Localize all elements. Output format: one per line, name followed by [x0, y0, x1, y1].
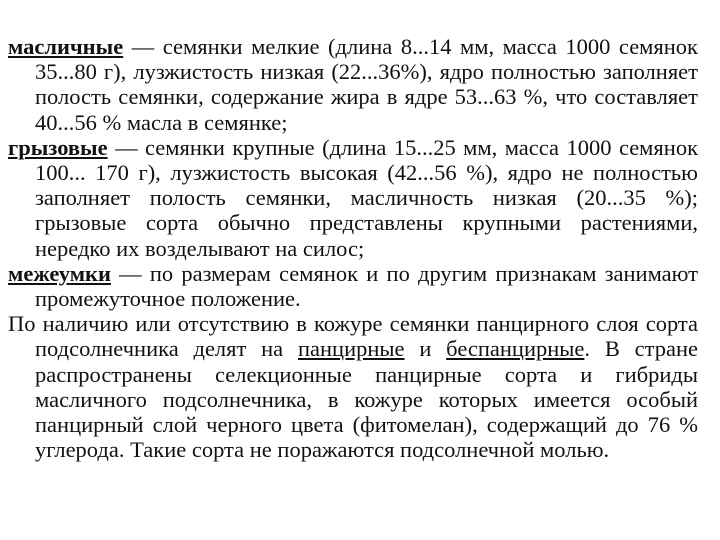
- paragraph-armored-text-before: По наличию или отсутствию в кожуре семянки панцирного слоя сорта подсолнечника делят на: [8, 311, 698, 362]
- paragraph-intermediate-type: [8, 261, 698, 311]
- paragraph-confectionery-type: [8, 135, 698, 261]
- paragraph-oil-text: — семянки мелкие (длина 8...14 мм, масса 1000 семянок 35...80 г), лузжистость низкая (22...36%), ядро полностью заполняет полость семянки, содержание жира в ядре 53...63 %, что составляет 40...56 % масла в семянке;: [35, 34, 698, 135]
- term-intermediate: межеумки: [8, 260, 111, 286]
- term-non-armored: беспанцирные: [446, 336, 585, 362]
- paragraph-armored-layer: [8, 311, 698, 462]
- paragraph-intermediate-text: — по размерам семянок и по другим признакам занимают промежуточное положение.: [35, 260, 698, 312]
- term-oil: масличные: [8, 34, 124, 59]
- paragraph-confectionery-text: — семянки крупные (длина 15...25 мм, масса 1000 семянок 100... 170 г), лузжистость высокая (42...56 %), ядро не полностью заполняет полость семянки, масличность низкая (20...35 %); грызовые сорта обычно представлены крупными растениями, нередко их возделывают на силос;: [35, 134, 698, 261]
- paragraph-armored-text-mid: и: [404, 336, 447, 362]
- paragraph-armored-text-after: . В стране распространены селекционные панцирные сорта и гибриды масличного подсолнечника, в кожуре которых имеется особый панцирный слой черного цвета (фитомелан), содержащий до 76 % углерода. Такие сорта не поражаются подсолнечной молью.: [35, 336, 698, 463]
- paragraph-oil-type: [8, 34, 698, 135]
- term-armored: панцирные: [297, 336, 405, 362]
- term-confectionery: грызовые: [8, 134, 108, 160]
